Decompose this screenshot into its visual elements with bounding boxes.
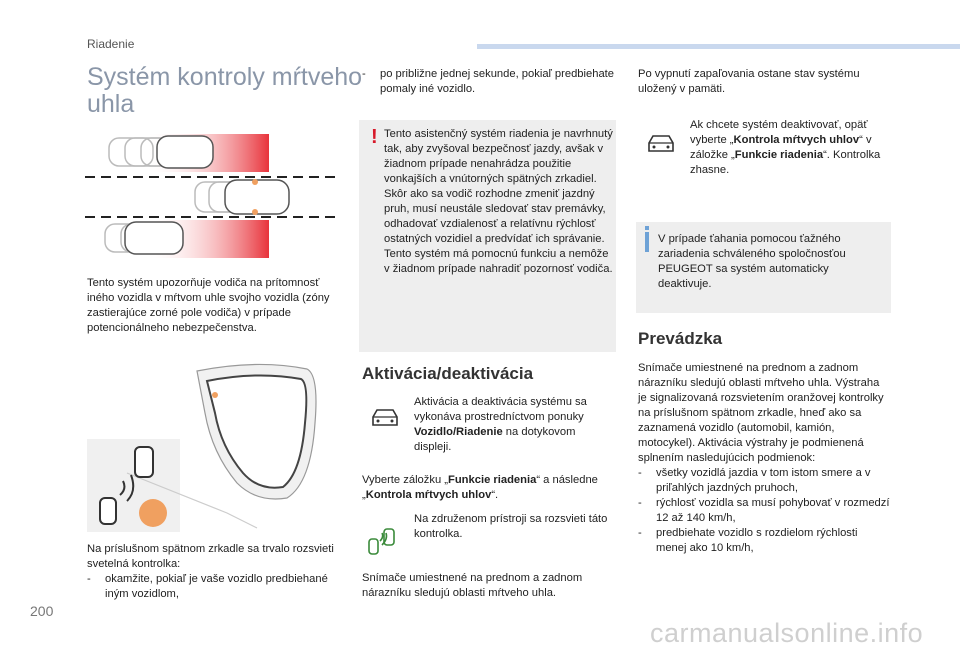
intro-text: Tento systém upozorňuje vodiča na prítomnosť iného vozidla v mŕtvom uhle svojho vozidla (zóny zastierajúce zorné pole vodiča) v prípade potencionálneho nebezpečenstva.: [87, 277, 330, 334]
bullet-overtaking: po približne jednej sekunde, pokiaľ predbiehate pomaly iné vozidlo.: [380, 68, 615, 95]
warning-icon: !: [371, 126, 378, 148]
car-bottom: [125, 222, 183, 254]
warning-box: [359, 120, 616, 352]
header-bar: [477, 44, 960, 49]
info-box: [636, 222, 891, 313]
list-item: [362, 67, 614, 97]
state-text: Po vypnutí zapaľovania ostane stav systému uložený v pamäti.: [638, 68, 860, 95]
condition-speed: rýchlosť vozidla sa musí pohybovať v rozmedzí 12 až 140 km/h,: [656, 497, 890, 524]
operation-section: [638, 361, 890, 556]
lamp-text: Na združenom prístroji sa rozsvieti táto kontrolka.: [414, 513, 608, 540]
page-title-line1: Systém kontroly mŕtveho: [87, 63, 363, 91]
sensors-text: Snímače umiestnené na prednom a zadnom nárazníku sledujú oblasti mŕtveho uhla.: [362, 572, 583, 599]
mirror-paragraph: [87, 542, 347, 602]
activation-post: na dotykovom displeji.: [414, 426, 576, 453]
tab-name: Funkcie riadenia: [448, 474, 537, 486]
condition-speed-difference: predbiehate vozidlo s rozdielom rýchlosti menej ako 10 km/h,: [656, 527, 858, 554]
info-text: V prípade ťahania pomocou ťažného zariadenia schváleného spoločnosťou PEUGEOT sa systém automaticky deaktivuje.: [658, 233, 846, 290]
deact-mid: “ v záložke „: [690, 134, 872, 161]
tab-mid: “ a následne „: [362, 474, 598, 501]
heading-operation: Prevádzka: [638, 329, 723, 348]
orange-warning-lamp: [139, 499, 167, 527]
deact-post: “. Kontrolka zhasne.: [690, 149, 881, 176]
blind-spot-illustration: [85, 132, 347, 262]
activation-text: [414, 395, 614, 455]
warning-para: Tento asistenčný systém riadenia je navrhnutý tak, aby zvyšoval bezpečnosť jazdy, avšak v žiadnom prípade nenahrádza použitie vonkajších a vnútorných spätných zrkadiel. Skôr ako sa vodič rozhodne zmeniť jazdný pruh, musí neustále sledovať stav premávky, odhadovať vzdialenosť a relatívnu rýchlosť ostatných vozidiel a predvídať ich správanie.: [384, 128, 613, 245]
option-name: Kontrola mŕtvych uhlov: [733, 134, 860, 146]
list-item: [638, 496, 890, 526]
tab-name: Funkcie riadenia: [734, 149, 824, 161]
car-icon: [646, 133, 676, 155]
watermark: carmanualsonline.info: [650, 618, 924, 648]
list-item: [638, 466, 890, 496]
operation-text: Snímače umiestnené na prednom a zadnom nárazníku sledujú oblasti mŕtveho uhla. Výstraha je signalizovaná rozsvietením oranžovej kontrolky na príslušnom spätnom zrkadle, hneď ako sa zaznamená vozidlo (automobil, kamión, motocykel). Aktivácia výstrahy je podmienená splnením nasledujúcich podmienok:: [638, 362, 884, 464]
car-top: [157, 136, 213, 168]
blind-spot-lamp-icon: [366, 527, 406, 557]
page-title-line2: uhla: [87, 90, 135, 118]
warning-text: [384, 127, 614, 277]
info-icon: [645, 232, 649, 252]
list-item: [638, 526, 890, 556]
bullet-overtaken: okamžite, pokiaľ je vaše vozidlo predbiehané iným vozidlom,: [105, 573, 328, 600]
car-center: [225, 180, 289, 214]
menu-name: Vozidlo/Riadenie: [414, 426, 503, 438]
mirror-illustration: [87, 363, 349, 533]
list-dash: -: [638, 467, 642, 479]
deact-pre: Ak chcete systém deaktivovať, opäť vyberte „: [690, 119, 868, 146]
activation-pre: Aktivácia a deaktivácia systému sa vykonáva prostredníctvom ponuky: [414, 396, 587, 423]
page-title: [87, 64, 362, 118]
option-name: Kontrola mŕtvych uhlov: [365, 489, 492, 501]
list-dash: -: [638, 497, 642, 509]
mirror-warning-lamp: [212, 392, 218, 398]
condition-direction: všetky vozidlá jazdia v tom istom smere a v priľahlých jazdných pruhoch,: [656, 467, 871, 494]
list-dash: -: [638, 527, 642, 539]
tab-post: “.: [491, 489, 499, 501]
tab-pre: Vyberte záložku „: [362, 474, 449, 486]
list-dash: -: [362, 68, 366, 80]
car-icon: [370, 407, 400, 429]
list-item: [87, 572, 347, 602]
mirror-text: Na príslušnom spätnom zrkadle sa trvalo rozsvieti svetelná kontrolka:: [87, 543, 334, 570]
warning-para: Tento systém má pomocnú funkciu a nemôže v žiadnom prípade nahradiť pozornosť vodiča.: [384, 248, 613, 275]
deactivation-text: [690, 118, 890, 178]
tab-instruction: [362, 473, 614, 503]
heading-activation: Aktivácia/deaktivácia: [362, 364, 534, 383]
page-number: 200: [30, 603, 54, 619]
section-label: Riadenie: [87, 37, 135, 51]
list-dash: -: [87, 573, 91, 585]
